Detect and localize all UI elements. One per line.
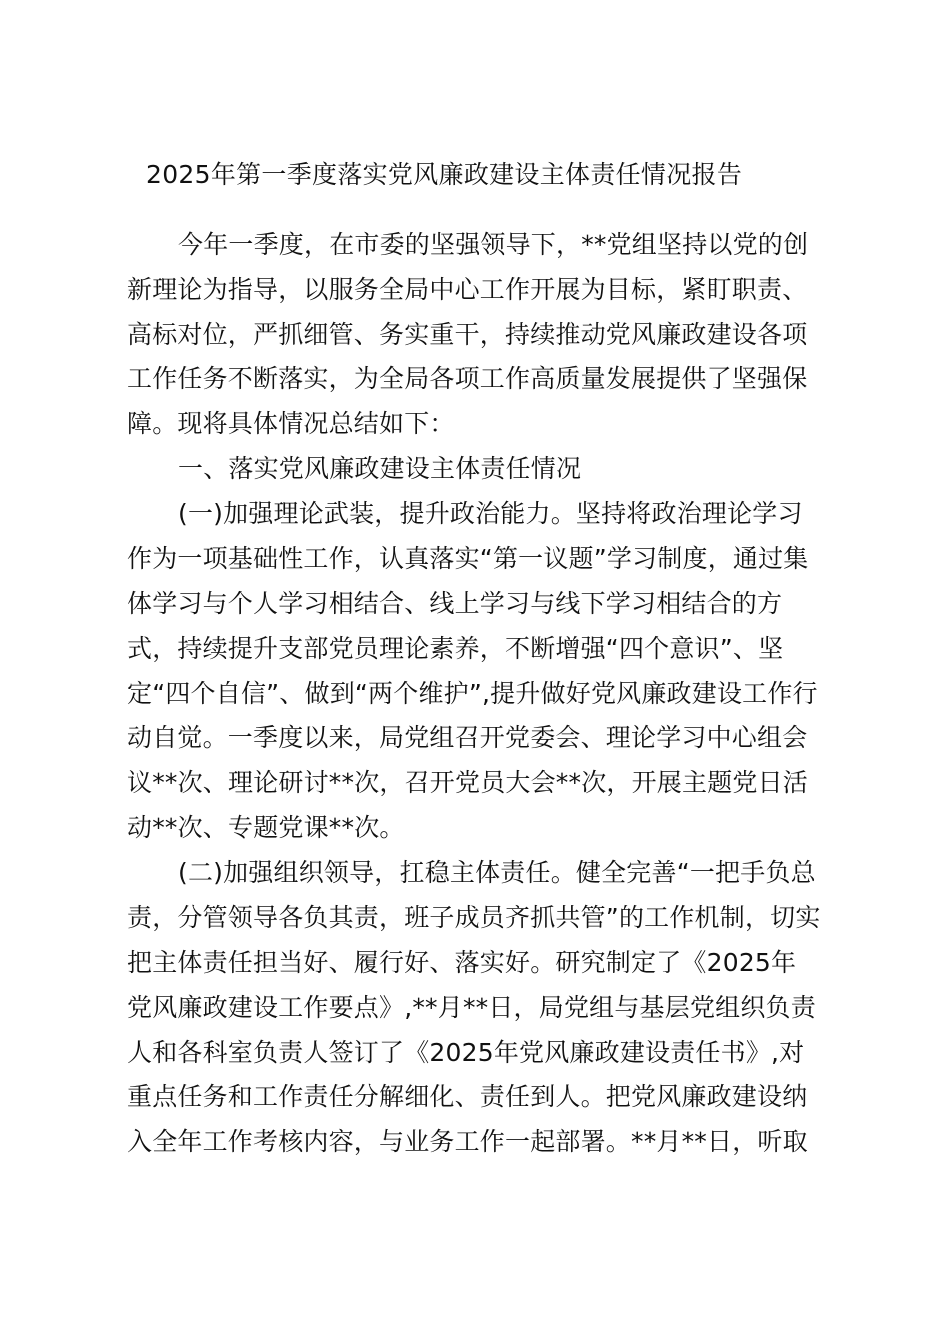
section-heading: 一、落实党风廉政建设主体责任情况: [178, 454, 582, 483]
paragraph-line: 责，分管领导各负其责，班子成员齐抓共管”的工作机制，切实: [127, 903, 821, 932]
paragraph-line: (一)加强理论武装，提升政治能力。坚持将政治理论学习: [178, 499, 803, 528]
paragraph-line: 工作任务不断落实，为全局各项工作高质量发展提供了坚强保: [127, 364, 808, 393]
paragraph-line: 议**次、理论研讨**次，召开党员大会**次，开展主题党日活: [127, 768, 809, 797]
paragraph-line: 体学习与个人学习相结合、线上学习与线下学习相结合的方: [127, 589, 783, 618]
paragraph-line: 高标对位，严抓细管、务实重干，持续推动党风廉政建设各项: [127, 320, 808, 349]
paragraph-line: 式，持续提升支部党员理论素养，不断增强“四个意识”、坚: [127, 634, 784, 663]
paragraph-line: 把主体责任担当好、履行好、落实好。研究制定了《2025年: [127, 948, 797, 977]
paragraph-line: 人和各科室负责人签订了《2025年党风廉政建设责任书》,对: [127, 1038, 805, 1067]
paragraph-line: 今年一季度，在市委的坚强领导下，**党组坚持以党的创: [178, 230, 809, 259]
paragraph-line: 定“四个自信”、做到“两个维护”,提升做好党风廉政建设工作行: [127, 679, 818, 708]
document-title: 2025年第一季度落实党风廉政建设主体责任情况报告: [146, 160, 743, 189]
paragraph-line: 作为一项基础性工作，认真落实“第一议题”学习制度，通过集: [127, 544, 809, 573]
paragraph-line: (二)加强组织领导，扛稳主体责任。健全完善“一把手负总: [178, 858, 816, 887]
paragraph-line: 入全年工作考核内容，与业务工作一起部署。**月**日，听取: [127, 1127, 808, 1156]
paragraph-line: 新理论为指导，以服务全局中心工作开展为目标，紧盯职责、: [127, 275, 808, 304]
paragraph-line: 重点任务和工作责任分解细化、责任到人。把党风廉政建设纳: [127, 1082, 808, 1111]
paragraph-line: 障。现将具体情况总结如下：: [127, 409, 455, 438]
paragraph-line: 党风廉政建设工作要点》,**月**日，局党组与基层党组织负责: [127, 993, 816, 1022]
paragraph-line: 动自觉。一季度以来，局党组召开党委会、理论学习中心组会: [127, 723, 808, 752]
paragraph-line: 动**次、专题党课**次。: [127, 813, 405, 842]
